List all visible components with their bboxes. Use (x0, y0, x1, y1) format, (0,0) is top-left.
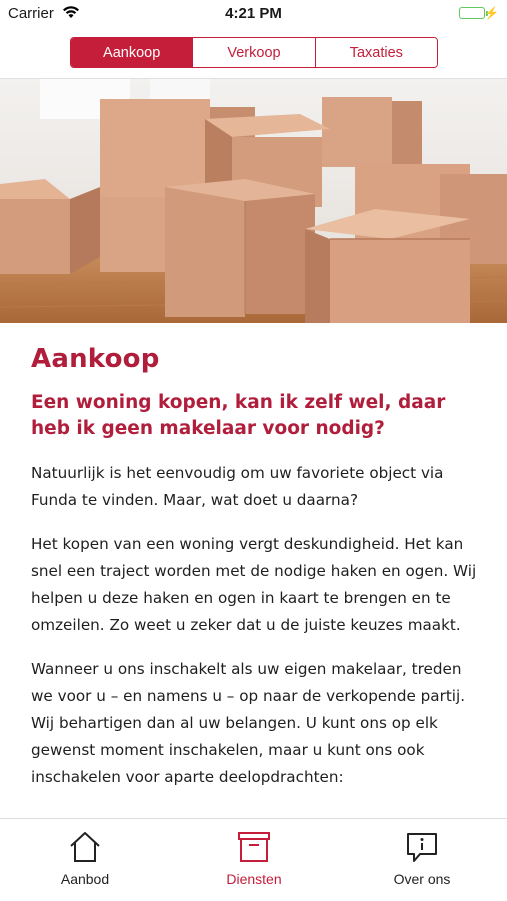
box-icon (237, 831, 271, 863)
info-bubble-icon (405, 831, 439, 863)
tab-aanbod-label: Aanbod (60, 871, 110, 887)
segment-verkoop[interactable]: Verkoop (193, 38, 315, 67)
tab-diensten[interactable] (184, 831, 324, 887)
battery-icon (459, 7, 485, 19)
tab-over-ons[interactable] (352, 831, 492, 887)
tab-bar (0, 818, 507, 901)
paragraph-3: Wanneer u ons inschakelt als uw eigen makelaar, treden we voor u – en namens u – op naar de verkopende partij. Wij behartigen dan al uw belangen. U kunt ons op elk gewenst moment inschakelen, maar u kunt ons ook inschakelen voor aparte deelopdrachten: (31, 660, 466, 786)
charging-icon: ⚡ (484, 6, 499, 20)
hero-image (0, 79, 507, 323)
article-content (31, 344, 481, 818)
paragraph-2: Het kopen van een woning vergt deskundigheid. Het kan snel een traject worden met de nodige haken en ogen. Wij helpen u deze haken en ogen in kaart te brengen en te omzeilen. Zo weet u zeker dat u de juiste keuzes maakt. (31, 535, 477, 634)
tab-aanbod[interactable] (15, 831, 155, 887)
house-icon (68, 831, 102, 863)
status-time: 4:21 PM (225, 5, 282, 22)
page-title: Aankoop (31, 344, 160, 374)
segment-taxaties[interactable]: Taxaties (316, 38, 437, 67)
segmented-control (70, 37, 438, 68)
paragraph-1: Natuurlijk is het eenvoudig om uw favoriete object via Funda te vinden. Maar, wat doet u daarna? (31, 464, 444, 509)
carrier-label: Carrier (8, 5, 54, 22)
segment-aankoop[interactable]: Aankoop (71, 38, 193, 67)
status-bar (0, 0, 507, 28)
tab-over-ons-label: Over ons (393, 871, 451, 887)
article-subtitle: Een woning kopen, kan ik zelf wel, daar heb ik geen makelaar voor nodig? (31, 392, 446, 439)
tab-diensten-label: Diensten (226, 871, 282, 887)
